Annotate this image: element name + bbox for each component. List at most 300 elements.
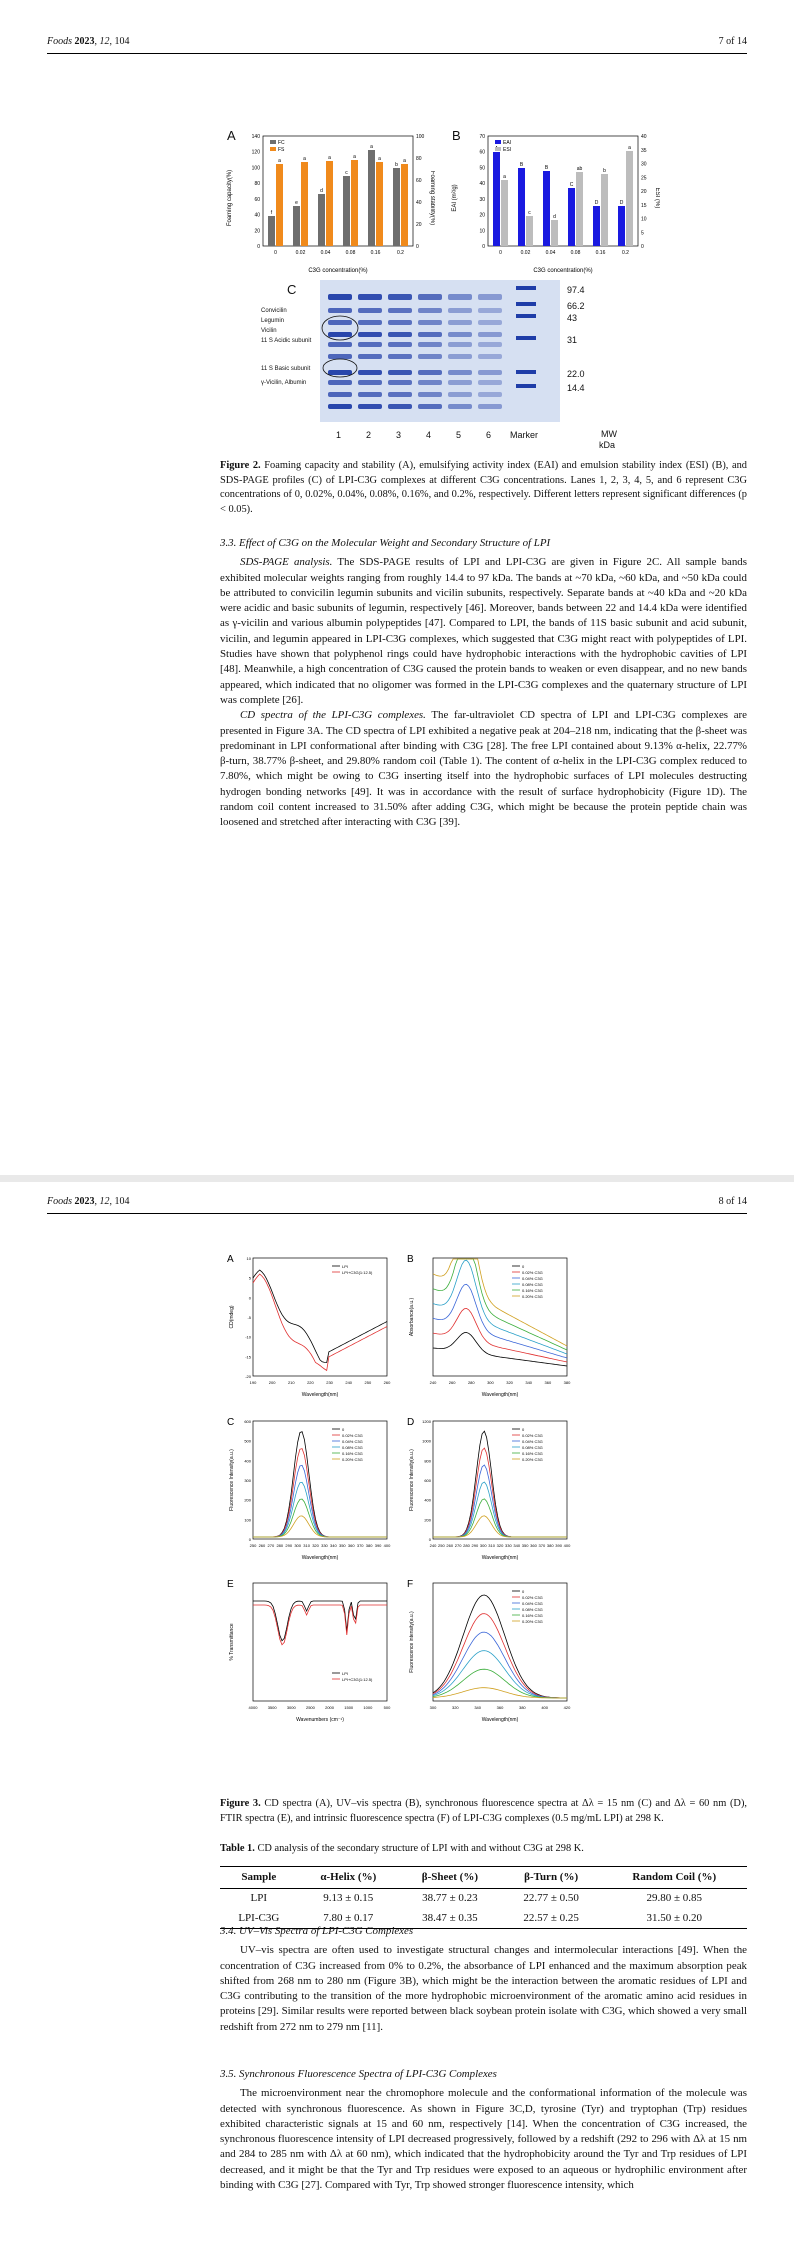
gel-label-basic: 11 S Basic subunit xyxy=(261,366,311,372)
series-line xyxy=(253,1601,387,1641)
x-tick-label: 380 xyxy=(546,1543,554,1548)
x-tick-label: 340 xyxy=(513,1543,521,1548)
series-line xyxy=(253,1432,387,1537)
plot-area xyxy=(245,1256,391,1385)
bar-group xyxy=(493,145,633,246)
figure3-caption xyxy=(220,1797,747,1826)
page-number: 7 of 14 xyxy=(718,36,747,47)
series-line xyxy=(253,1605,387,1645)
panel-letter: F xyxy=(407,1579,414,1590)
plot-area xyxy=(244,1419,391,1548)
y-axis-label-left: Foaming capacity(%) xyxy=(227,169,233,227)
table-header: α-Helix (%) xyxy=(298,1867,399,1889)
bar-left xyxy=(518,168,525,246)
gel-band xyxy=(448,342,472,347)
bar-right xyxy=(376,162,383,246)
y-tick-label: 1200 xyxy=(422,1419,431,1424)
x-tick-label: 360 xyxy=(530,1543,537,1548)
x-tick-label: 1500 xyxy=(344,1705,354,1710)
series-line xyxy=(433,1614,567,1698)
gel-band xyxy=(478,308,502,313)
lane-label: 3 xyxy=(396,430,402,440)
gel-band xyxy=(418,354,442,359)
legend-swatch-eai xyxy=(495,140,501,144)
x-tick-label: 1000 xyxy=(363,1705,373,1710)
x-tick-label: 280 xyxy=(276,1543,284,1548)
x-tick-label: 390 xyxy=(374,1543,382,1548)
x-tick-label: 0.02 xyxy=(520,250,531,256)
bar-right xyxy=(576,172,583,246)
x-tick-label: 230 xyxy=(326,1380,333,1385)
legend-label: 0.02% C3G xyxy=(522,1433,543,1438)
bar-right xyxy=(351,160,358,246)
sig-letter: a xyxy=(370,144,373,150)
y-axis-label-right: ESI (%) xyxy=(654,187,660,209)
y-tick-label: 10 xyxy=(641,216,647,223)
gel-band xyxy=(388,404,412,409)
table-cell: 38.47 ± 0.35 xyxy=(399,1909,501,1929)
section-3-4 xyxy=(220,1924,747,2035)
panel-letter: C xyxy=(287,282,297,297)
gel-band xyxy=(358,332,382,337)
legend-label: 0.04% C3G xyxy=(522,1276,543,1281)
figure2-panel-a xyxy=(225,128,435,283)
bar-left xyxy=(343,176,350,246)
bar-left xyxy=(293,206,300,246)
gel-band xyxy=(418,370,442,375)
y-tick-label: -5 xyxy=(247,1315,251,1320)
gel-band xyxy=(478,380,502,385)
y-tick-label: 100 xyxy=(251,165,260,172)
y-tick-label: 800 xyxy=(424,1458,431,1464)
x-tick-label: 360 xyxy=(544,1380,552,1385)
table1-caption xyxy=(220,1842,747,1857)
gel-band xyxy=(328,404,352,409)
gel-band xyxy=(418,294,442,300)
figure3-panela xyxy=(225,1252,395,1407)
x-tick-label: 340 xyxy=(474,1705,482,1710)
gel-band xyxy=(358,308,382,313)
series-line xyxy=(433,1259,567,1350)
x-tick-label: 300 xyxy=(479,1543,487,1548)
figure3-panelc xyxy=(225,1415,395,1570)
panel-letter: B xyxy=(452,128,461,143)
x-axis-label: Wavelength(nm) xyxy=(301,1555,339,1561)
marker-band xyxy=(516,384,536,388)
y-tick-label: 60 xyxy=(254,196,260,203)
x-tick-label: 240 xyxy=(429,1543,437,1548)
x-tick-label: 0.2 xyxy=(397,250,404,256)
legend-label: LPI+C3G(1:12.5) xyxy=(342,1677,373,1682)
table-cell: 29.80 ± 0.85 xyxy=(646,1892,703,1905)
y-tick-label: -15 xyxy=(245,1354,251,1360)
sig-letter: a xyxy=(378,156,381,162)
para-text: The far-ultraviolet CD spectra of LPI and LPI-C3G complexes are presented in Figure 3A. The CD spectra of LPI exhibited a negative peak at 204–218 nm, indicating that the β-sheet was predominant in LPI conformational after binding with C3G [28]. The free LPI contained about 9.13% α-helix, 22.77% β-turn, 38.77% β-sheet, and 29.80% random coil (Table 1). The content of α-helix in the LPI-C3G complex reduced to 7.80%, which might be owing to C3G inserting itself into the hydrophobic surfaces of LPI molecules destructing hydrogen bonding networks [49]. It was in accordance with the result of surface hydrophobicity (Figure 1D). The random coil content increased to 31.50% after adding C3G, which might be because the protein peptide chain was loosened and stretched after interacting with C3G [39]. xyxy=(220,709,747,829)
panel-letter: D xyxy=(407,1417,415,1428)
gel-band xyxy=(448,332,472,337)
y-tick-label: 120 xyxy=(251,149,260,156)
y-tick-label: 40 xyxy=(479,181,485,188)
sig-letter: a xyxy=(328,155,331,161)
legend-swatch-esi xyxy=(495,147,501,151)
figure2-panel-b xyxy=(450,128,660,283)
legend-label: 0.02% C3G xyxy=(342,1433,363,1438)
x-tick-label: 300 xyxy=(429,1705,437,1710)
y-axis-label: Fluorescence Intensity(a.u.) xyxy=(229,1449,235,1511)
y-tick-label: 50 xyxy=(479,165,485,172)
marker-band xyxy=(516,370,536,374)
gel-band xyxy=(448,392,472,397)
sig-letter: a xyxy=(403,158,406,164)
sig-letter: B xyxy=(544,165,549,171)
gel-band xyxy=(388,308,412,313)
x-tick-label: 350 xyxy=(521,1543,529,1548)
x-tick-label: 320 xyxy=(451,1705,459,1710)
sds-page-gel xyxy=(320,280,560,422)
figure2-caption-label: Figure 2. xyxy=(220,460,261,471)
plot-frame xyxy=(253,1258,387,1376)
x-tick-label: 0.16 xyxy=(595,250,606,256)
x-tick-label: 0 xyxy=(499,250,502,256)
bar-left xyxy=(318,194,325,246)
bar-left xyxy=(268,216,275,246)
x-tick-label: 380 xyxy=(365,1543,373,1548)
table-cell: LPI-C3G xyxy=(220,1909,298,1929)
lane-label: 1 xyxy=(336,430,342,440)
y-tick-label: 600 xyxy=(424,1478,431,1483)
x-axis-label: Wavelength(nm) xyxy=(481,1717,519,1723)
sig-letter: b xyxy=(395,162,398,168)
gel-band xyxy=(358,294,382,300)
gel-band xyxy=(328,370,352,375)
gel-label-albumin: γ-Vicilin, Albumin xyxy=(261,380,307,386)
series-line xyxy=(253,1482,387,1537)
y-tick-label: 30 xyxy=(479,196,485,203)
y-tick-label: 5 xyxy=(248,1275,251,1281)
x-tick-label: 280 xyxy=(463,1543,470,1548)
bar-right xyxy=(526,216,533,246)
legend-label: 0.04% C3G xyxy=(342,1439,363,1444)
x-tick-label: 420 xyxy=(563,1705,571,1710)
x-tick-label: 320 xyxy=(506,1380,513,1385)
figure2-caption xyxy=(220,459,747,517)
gel-band xyxy=(328,342,352,347)
gel-band xyxy=(388,294,412,300)
gel-band xyxy=(448,308,472,313)
plot-area xyxy=(430,1583,571,1710)
y-tick-label: 300 xyxy=(244,1478,251,1483)
panel-letter: C xyxy=(227,1417,235,1428)
bar-left xyxy=(568,188,575,246)
legend-esi: ESI xyxy=(503,147,512,153)
legend-label: 0.02% C3G xyxy=(522,1595,543,1600)
header-rule xyxy=(47,53,747,54)
table-cell: 31.50 ± 0.20 xyxy=(602,1909,747,1929)
y-tick-label: 500 xyxy=(244,1438,251,1444)
table-header-row xyxy=(220,1867,747,1889)
table-cell: 38.77 ± 0.23 xyxy=(422,1892,478,1905)
x-tick-label: 400 xyxy=(541,1705,549,1710)
gel-band xyxy=(388,370,412,375)
series-line xyxy=(433,1688,567,1698)
y-tick-label: 400 xyxy=(244,1458,251,1464)
bar-left xyxy=(543,171,550,246)
paragraph-cd-spectra xyxy=(220,708,747,830)
y-tick-label: 40 xyxy=(254,212,260,219)
gel-band xyxy=(448,370,472,375)
legend-label: 0.04% C3G xyxy=(522,1601,543,1606)
sig-letter: B xyxy=(519,162,524,168)
gel-band xyxy=(418,380,442,385)
y-tick-label: 5 xyxy=(641,230,644,237)
bar-left xyxy=(393,168,400,246)
gel-band xyxy=(478,332,502,337)
x-tick-label: 0.02 xyxy=(295,250,306,256)
panel-letter: E xyxy=(227,1579,234,1590)
gel-band xyxy=(478,354,502,359)
secondary-structure-table xyxy=(220,1866,747,1929)
y-tick-label: -10 xyxy=(245,1334,251,1340)
section-title: 3.3. Effect of C3G on the Molecular Weight and Secondary Structure of LPI xyxy=(220,537,551,549)
x-tick-label: 0.04 xyxy=(320,250,331,256)
legend xyxy=(332,1671,373,1682)
legend-label: 0.20% C3G xyxy=(522,1294,543,1299)
series-line xyxy=(433,1448,567,1537)
series-line xyxy=(433,1669,567,1698)
x-axis-label: Wavenumbers (cm⁻¹) xyxy=(296,1717,344,1723)
gel-band xyxy=(448,404,472,409)
x-tick-label: 360 xyxy=(496,1705,504,1710)
sig-letter: c xyxy=(345,170,348,176)
gel-band xyxy=(388,380,412,385)
x-tick-label: 310 xyxy=(488,1543,495,1548)
legend-label: 0 xyxy=(522,1589,525,1594)
series-line xyxy=(253,1270,387,1363)
bar-group xyxy=(268,144,408,246)
x-tick-label: 380 xyxy=(518,1705,526,1710)
section-title: 3.5. Synchronous Fluorescence Spectra of LPI-C3G Complexes xyxy=(220,2068,497,2080)
table-header: β-Sheet (%) xyxy=(399,1867,501,1889)
lane-label: Marker xyxy=(510,430,539,440)
bar-right xyxy=(501,180,508,246)
fc-fs-bar-chart xyxy=(225,128,435,278)
table-cell: 22.57 ± 0.25 xyxy=(501,1909,602,1929)
bar-right xyxy=(301,162,308,246)
legend xyxy=(332,1264,373,1275)
plot-frame xyxy=(253,1421,387,1539)
gel-band xyxy=(328,320,352,325)
y-tick-label: 200 xyxy=(424,1517,431,1523)
y-tick-label: 35 xyxy=(641,147,647,154)
panel-letter: B xyxy=(407,1254,414,1265)
figure3-panele xyxy=(225,1577,395,1732)
legend-label: 0.20% C3G xyxy=(522,1457,543,1462)
gel-band xyxy=(358,342,382,347)
legend-label: 0.08% C3G xyxy=(522,1282,543,1287)
gel-band xyxy=(418,308,442,313)
mw-label: 66.2 xyxy=(567,301,585,311)
sig-letter: a xyxy=(353,154,356,160)
x-tick-label: 310 xyxy=(303,1543,310,1548)
gel-band xyxy=(328,392,352,397)
series-line xyxy=(253,1274,387,1370)
section-3-3 xyxy=(220,536,747,831)
gel-band xyxy=(328,294,352,300)
x-tick-label: 260 xyxy=(448,1380,456,1385)
header-rule xyxy=(47,1213,747,1214)
x-tick-label: 250 xyxy=(438,1543,445,1548)
marker-band xyxy=(516,302,536,306)
table-cell: 9.13 ± 0.15 xyxy=(323,1892,374,1905)
gel-band xyxy=(478,404,502,409)
gel-band xyxy=(358,380,382,385)
eai-esi-bar-chart xyxy=(450,128,660,278)
y-tick-label: 0 xyxy=(248,1537,251,1542)
y-tick-label: 30 xyxy=(641,161,647,168)
paragraph-synchronous-fluorescence: The microenvironment near the chromophore molecule and the conformational information of the molecule was detected with synchronous fluorescence. As shown in Figure 3C,D, tyrosine (Tyr) and tryptophan (Trp) residues exhibited characteristic signals at 15 and 60 nm, respectively [14]. When the concentration of C3G increased, the synchronous fluorescence intensity of LPI decreased progressively, followed by a redshift (292 to 296 with Δλ at 15 nm and 284 to 285 nm with Δλ at 60 nm), which indicated that the hydrophobicity around the Tyr and Trp residues of LPI decreased, and it might be that the Tyr and Trp residues were exposed to an aqueous or hydrophilic environment after binding with C3G [27]. Compared with Tyr, Trp showed stronger fluorescence intensity, which xyxy=(220,2087,747,2192)
table-header: Sample xyxy=(220,1867,298,1889)
x-tick-label: 290 xyxy=(285,1543,293,1548)
figure3-caption-label: Figure 3. xyxy=(220,1798,261,1809)
y-tick-label: 0 xyxy=(428,1537,431,1542)
x-tick-label: 360 xyxy=(347,1543,355,1548)
gel-band xyxy=(448,354,472,359)
legend-label: 0.02% C3G xyxy=(522,1270,543,1275)
y-tick-label: 60 xyxy=(479,149,485,156)
mw-unit: kDa xyxy=(599,440,616,450)
y-axis-label: % Transmittance xyxy=(229,1623,235,1661)
x-axis-label: Wavelength(nm) xyxy=(481,1555,519,1561)
y-tick-label: 40 xyxy=(416,200,422,206)
sig-letter: c xyxy=(528,210,531,216)
y-tick-label: 70 xyxy=(479,134,485,140)
y-axis-label-right: Foaming stability(%) xyxy=(429,170,435,226)
gel-band xyxy=(448,320,472,325)
paragraph-uv-vis: UV–vis spectra are often used to investigate structural changes and intermolecular interactions [49]. When the concentration of C3G increased from 0% to 0.2%, the absorbance of LPI enhanced and the maximum absorption peak shifted from 268 nm to 280 nm (Figure 3B), which might be the interaction between the aromatic residues of LPI and C3G contributing to the transition of the more hydrophobic microenvironment of the aromatic amino acid residues in proteins [29]. Similar results were reported between black soybean protein isolate with C3G, which showed a very small redshift from 272 nm to 279 nm [11]. xyxy=(220,1944,747,2033)
series-line xyxy=(433,1431,567,1537)
y-tick-label: 80 xyxy=(254,181,260,188)
x-tick-label: 370 xyxy=(356,1543,364,1548)
y-tick-label: 600 xyxy=(244,1419,251,1424)
x-tick-label: 500 xyxy=(383,1705,391,1710)
mw-label: 31 xyxy=(567,335,578,345)
x-tick-label: 260 xyxy=(446,1543,454,1548)
x-tick-label: 240 xyxy=(429,1380,437,1385)
page-8 xyxy=(0,1182,794,2246)
mw-label: 14.4 xyxy=(567,383,585,393)
sig-letter: f xyxy=(270,210,273,216)
legend-label: LPI xyxy=(342,1264,349,1269)
y-tick-label: 0 xyxy=(641,244,644,250)
legend-label: 0 xyxy=(522,1427,525,1432)
x-axis-label: C3G concentration(%) xyxy=(308,268,368,274)
x-tick-label: 250 xyxy=(249,1543,257,1548)
x-tick-label: 350 xyxy=(338,1543,346,1548)
gel-label-convicilin: Convicilin xyxy=(261,308,287,314)
gel-band xyxy=(328,354,352,359)
legend-fc: FC xyxy=(278,140,285,146)
x-tick-label: 0.08 xyxy=(570,250,581,256)
mw-label: 43 xyxy=(567,313,578,323)
sig-letter: a xyxy=(503,174,506,180)
legend-fs: FS xyxy=(278,147,285,153)
panel-letter: A xyxy=(227,1254,234,1265)
gel-background xyxy=(320,280,560,422)
x-tick-label: 400 xyxy=(563,1543,571,1548)
plot-frame xyxy=(263,136,413,246)
y-tick-label: 20 xyxy=(479,212,485,219)
legend-swatch-fc xyxy=(270,140,276,144)
gel-band xyxy=(358,320,382,325)
plot-area xyxy=(249,1583,392,1710)
y-tick-label: 25 xyxy=(641,175,647,182)
series-line xyxy=(433,1651,567,1698)
gel-band xyxy=(448,294,472,300)
x-tick-label: 0.16 xyxy=(370,250,381,256)
x-tick-label: 200 xyxy=(268,1380,276,1385)
y-tick-label: 100 xyxy=(244,1517,251,1523)
legend-label: LPI xyxy=(342,1671,349,1676)
gel-band xyxy=(478,320,502,325)
legend xyxy=(512,1589,543,1624)
x-tick-label: 280 xyxy=(467,1380,475,1385)
gel-band xyxy=(478,294,502,300)
y-tick-label: 20 xyxy=(416,222,422,228)
sig-letter: a xyxy=(303,156,306,162)
para-lead: SDS-PAGE analysis. xyxy=(240,556,333,569)
legend-swatch-fs xyxy=(270,147,276,151)
y-tick-label: 0 xyxy=(416,244,419,250)
y-axis-label: CD(mdeg) xyxy=(229,1305,235,1329)
gel-band xyxy=(388,320,412,325)
gel-band xyxy=(328,380,352,385)
y-tick-label: 0 xyxy=(248,1295,251,1301)
x-tick-label: 320 xyxy=(496,1543,504,1548)
series-line xyxy=(253,1449,387,1537)
lane-label: 5 xyxy=(456,430,462,440)
y-tick-label: 20 xyxy=(254,228,260,235)
bar-right xyxy=(276,164,283,246)
journal-citation: Foods 2023, 12, 104 xyxy=(47,36,130,47)
para-text: The SDS-PAGE results of LPI and LPI-C3G are given in Figure 2C. All sample bands exhibited molecular weights ranging from roughly 14.4 to 97 kDa. The bands at ~70 kDa, ~60 kDa, and ~50 kDa could be attributed to convicilin legumin subunits and vicilin subunits, respectively. Separate bands at ~40 kDa and ~20 kDa were acidic and basic subunits of legumin, respectively [46]. Moreover, bands between 22 and 14.4 kDa were identified as γ-vicilin and various albumin polypeptides [47]. Compared to LPI, the bands of 11S basic subunit and acid subunit, vicilin, and legumin appeared in LPI-C3G complexes, which suggested that C3G might react with polypeptides of LPI. Studies have shown that polyphenol rings could have hydrophobic interactions with the hydrophobic cavities of LPI [48]. Meanwhile, a high concentration of C3G caused the protein bands to weaken or even disappear, and no new bands appeared, which indicated that no oligomer was formed in the LPI-C3G complexes and the quaternary structure of LPI was complete [26]. xyxy=(220,556,747,706)
x-tick-label: 400 xyxy=(383,1543,391,1548)
gel-band xyxy=(478,392,502,397)
figure2-panel-c xyxy=(225,280,635,450)
sig-letter: d xyxy=(553,214,556,220)
bar-left xyxy=(593,206,600,246)
figure3-panelf xyxy=(405,1577,575,1732)
x-tick-label: 300 xyxy=(294,1543,302,1548)
series-line xyxy=(433,1333,567,1367)
journal-citation: Foods 2023, 12, 104 xyxy=(47,1196,130,1207)
x-axis-label: Wavelength(nm) xyxy=(301,1392,339,1398)
legend-label: 0.08% C3G xyxy=(342,1445,363,1450)
running-header xyxy=(47,1196,747,1207)
sig-letter: D xyxy=(594,200,599,206)
series-line xyxy=(253,1465,387,1537)
plot-area xyxy=(422,1419,571,1548)
marker-band xyxy=(516,286,536,290)
bar-right xyxy=(551,220,558,246)
legend xyxy=(332,1427,363,1462)
figure3-paneld xyxy=(405,1415,575,1570)
gel-band xyxy=(388,392,412,397)
y-tick-label: 20 xyxy=(641,189,647,195)
x-tick-label: 4000 xyxy=(248,1705,258,1710)
gel-band xyxy=(418,342,442,347)
legend-label: 0.08% C3G xyxy=(522,1607,543,1612)
x-tick-label: 3000 xyxy=(286,1705,296,1710)
